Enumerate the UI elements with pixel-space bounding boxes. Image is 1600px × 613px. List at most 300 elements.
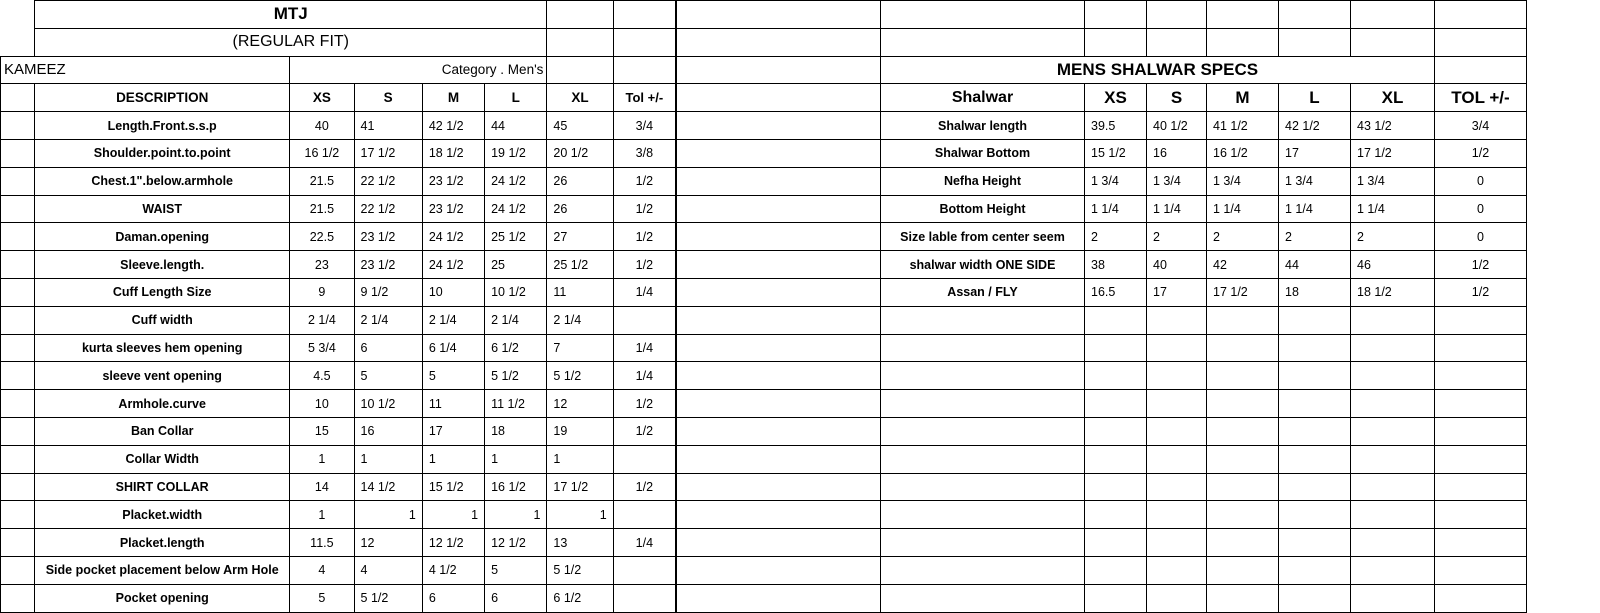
- row-value-xl: 13: [547, 529, 613, 557]
- row-value-xl: 26: [547, 195, 613, 223]
- row-description: Length.Front.s.s.p: [35, 112, 290, 140]
- blank-cell: [1207, 417, 1279, 445]
- row-value-l: 24 1/2: [485, 195, 547, 223]
- row-value-xl: 1 1/4: [1351, 195, 1435, 223]
- row-value-l: 16 1/2: [485, 473, 547, 501]
- row-value-tol: 1/4: [613, 362, 675, 390]
- blank-cell: [677, 334, 881, 362]
- row-value-xl: 1 3/4: [1351, 167, 1435, 195]
- row-gutter: [677, 251, 881, 279]
- blank-cell: [1435, 501, 1527, 529]
- blank-cell: [1279, 584, 1351, 612]
- row-value-tol: 1/2: [613, 195, 675, 223]
- blank-cell: [1527, 584, 1600, 612]
- shalwar-empty-row: [677, 556, 1600, 584]
- blank-cell: [1435, 28, 1527, 56]
- table-row: [1, 112, 676, 140]
- table-row: [1, 501, 676, 529]
- blank-cell: [881, 1, 1085, 29]
- blank-cell: [1147, 529, 1207, 557]
- blank-cell: [1527, 529, 1600, 557]
- row-description: Cuff Length Size: [35, 278, 290, 306]
- row-value-tol: 3/8: [613, 139, 675, 167]
- row-value-xl: 2 1/4: [547, 306, 613, 334]
- document-title: MTJ: [35, 1, 547, 29]
- shalwar-empty-row: [677, 473, 1600, 501]
- row-value-s: 5 1/2: [354, 584, 422, 612]
- row-value-m: 5: [422, 362, 484, 390]
- row-gutter: [677, 223, 881, 251]
- row-value-l: 19 1/2: [485, 139, 547, 167]
- row-value-xl: 6 1/2: [547, 584, 613, 612]
- blank-cell: [1279, 390, 1351, 418]
- row-gutter: [1, 334, 35, 362]
- row-value-tol: 1/2: [613, 167, 675, 195]
- blank-cell: [881, 501, 1085, 529]
- blank-cell: [1435, 445, 1527, 473]
- table-row: [1, 306, 676, 334]
- row-value-xs: 38: [1085, 251, 1147, 279]
- row-value-tol: 1/2: [613, 251, 675, 279]
- shalwar-empty-row: [677, 334, 1600, 362]
- blank-cell: [1527, 473, 1600, 501]
- table-row: [1, 334, 676, 362]
- row-value-tol: 1/2: [613, 390, 675, 418]
- header-tolerance: Tol +/-: [613, 84, 675, 112]
- row-gutter: [1, 473, 35, 501]
- row-description: Placket.width: [35, 501, 290, 529]
- blank-cell: [1085, 529, 1147, 557]
- blank-cell: [1147, 584, 1207, 612]
- row-value-xs: 14: [290, 473, 354, 501]
- blank-cell: [1279, 556, 1351, 584]
- blank-cell: [881, 584, 1085, 612]
- row-value-s: 5: [354, 362, 422, 390]
- blank-cell: [1527, 56, 1600, 84]
- shalwar-empty-row: [677, 501, 1600, 529]
- row-value-m: 1 1/4: [1207, 195, 1279, 223]
- row-value-tol: 1/2: [1435, 139, 1527, 167]
- row-value-tol: 0: [1435, 167, 1527, 195]
- row-gutter: [677, 278, 881, 306]
- blank-cell: [1207, 445, 1279, 473]
- row-value-tol: 1/2: [613, 473, 675, 501]
- header-xs: XS: [290, 84, 354, 112]
- blank-cell: [1527, 445, 1600, 473]
- row-gutter: [677, 139, 881, 167]
- blank-cell: [1351, 584, 1435, 612]
- blank-cell: [881, 306, 1085, 334]
- garment-category-row: [1, 56, 676, 84]
- blank-cell: [677, 473, 881, 501]
- row-value-s: 14 1/2: [354, 473, 422, 501]
- row-value-l: 1 3/4: [1279, 167, 1351, 195]
- row-value-xs: 4.5: [290, 362, 354, 390]
- row-value-xl: 43 1/2: [1351, 112, 1435, 140]
- subtitle-row-tol-blank: [613, 28, 675, 56]
- blank-cell: [677, 84, 881, 112]
- row-value-m: 17: [422, 417, 484, 445]
- category-row-tol-blank: [613, 56, 675, 84]
- blank-cell: [1351, 1, 1435, 29]
- blank-cell: [1351, 334, 1435, 362]
- header-description: Shalwar: [881, 84, 1085, 112]
- table-row: [1, 445, 676, 473]
- table-row: [677, 223, 1600, 251]
- blank-cell: [1435, 417, 1527, 445]
- row-value-l: 1 1/4: [1279, 195, 1351, 223]
- row-value-xl: 5 1/2: [547, 556, 613, 584]
- subtitle-row: [1, 28, 676, 56]
- header-m: M: [422, 84, 484, 112]
- row-value-s: 4: [354, 556, 422, 584]
- title-row: [1, 1, 676, 29]
- blank-cell: [1085, 390, 1147, 418]
- table-row: [1, 556, 676, 584]
- shalwar-empty-row: [677, 529, 1600, 557]
- row-value-s: 10 1/2: [354, 390, 422, 418]
- row-value-l: 10 1/2: [485, 278, 547, 306]
- row-value-m: 1: [422, 501, 484, 529]
- blank-cell: [1435, 473, 1527, 501]
- shalwar-empty-row: [677, 390, 1600, 418]
- row-value-xl: 17 1/2: [547, 473, 613, 501]
- row-value-s: 40: [1147, 251, 1207, 279]
- row-gutter: [1, 251, 35, 279]
- blank-cell: [677, 529, 881, 557]
- row-value-s: 1: [354, 445, 422, 473]
- blank-cell: [1147, 334, 1207, 362]
- table-row: [1, 417, 676, 445]
- row-value-tol: [613, 556, 675, 584]
- row-value-xl: 2: [1351, 223, 1435, 251]
- blank-cell: [1279, 417, 1351, 445]
- blank-cell: [1435, 334, 1527, 362]
- blank-cell: [1207, 1, 1279, 29]
- blank-cell: [677, 445, 881, 473]
- row-description: Side pocket placement below Arm Hole: [35, 556, 290, 584]
- row-value-s: 2: [1147, 223, 1207, 251]
- row-value-xs: 11.5: [290, 529, 354, 557]
- row-value-m: 42: [1207, 251, 1279, 279]
- blank-cell: [1527, 362, 1600, 390]
- blank-cell: [1351, 306, 1435, 334]
- blank-cell: [1085, 556, 1147, 584]
- blank-cell: [1207, 362, 1279, 390]
- row-value-xs: 15: [290, 417, 354, 445]
- row-value-s: 6: [354, 334, 422, 362]
- row-value-xs: 21.5: [290, 167, 354, 195]
- row-value-m: 16 1/2: [1207, 139, 1279, 167]
- row-value-xs: 40: [290, 112, 354, 140]
- blank-cell: [1147, 445, 1207, 473]
- blank-cell: [1279, 334, 1351, 362]
- blank-cell: [1435, 584, 1527, 612]
- subtitle-row-blank: [547, 28, 613, 56]
- row-value-m: 1 3/4: [1207, 167, 1279, 195]
- blank-cell: [881, 390, 1085, 418]
- row-value-m: 41 1/2: [1207, 112, 1279, 140]
- row-value-s: 17 1/2: [354, 139, 422, 167]
- blank-cell: [677, 584, 881, 612]
- blank-cell: [1207, 529, 1279, 557]
- blank-cell: [1147, 501, 1207, 529]
- row-value-tol: 1/4: [613, 334, 675, 362]
- header-tolerance: TOL +/-: [1435, 84, 1527, 112]
- blank-cell: [1085, 28, 1147, 56]
- blank-cell: [1351, 501, 1435, 529]
- row-gutter: [1, 112, 35, 140]
- row-value-xs: 22.5: [290, 223, 354, 251]
- row-value-xl: 46: [1351, 251, 1435, 279]
- row-value-s: 23 1/2: [354, 223, 422, 251]
- blank-cell: [1351, 390, 1435, 418]
- blank-cell: [1147, 28, 1207, 56]
- blank-cell: [1085, 584, 1147, 612]
- row-value-l: 11 1/2: [485, 390, 547, 418]
- blank-cell: [1527, 84, 1600, 112]
- table-row: [677, 139, 1600, 167]
- blank-cell: [1351, 556, 1435, 584]
- row-description: Nefha Height: [881, 167, 1085, 195]
- row-value-m: 12 1/2: [422, 529, 484, 557]
- row-description: Daman.opening: [35, 223, 290, 251]
- row-value-xl: 18 1/2: [1351, 278, 1435, 306]
- blank-cell: [1207, 556, 1279, 584]
- blank-cell: [677, 28, 881, 56]
- row-value-s: 1 3/4: [1147, 167, 1207, 195]
- blank-cell: [1435, 1, 1527, 29]
- row-value-s: 16: [1147, 139, 1207, 167]
- table-row: [1, 223, 676, 251]
- blank-cell: [1527, 556, 1600, 584]
- row-value-xs: 15 1/2: [1085, 139, 1147, 167]
- row-value-s: 1 1/4: [1147, 195, 1207, 223]
- blank-cell: [1527, 28, 1600, 56]
- row-value-xs: 1 1/4: [1085, 195, 1147, 223]
- row-value-l: 25: [485, 251, 547, 279]
- row-value-s: 40 1/2: [1147, 112, 1207, 140]
- blank-cell: [881, 445, 1085, 473]
- row-description: shalwar width ONE SIDE: [881, 251, 1085, 279]
- header-description: DESCRIPTION: [35, 84, 290, 112]
- row-value-xl: 19: [547, 417, 613, 445]
- row-value-tol: 0: [1435, 195, 1527, 223]
- blank-cell: [1527, 417, 1600, 445]
- row-value-m: 42 1/2: [422, 112, 484, 140]
- row-value-xl: 1: [547, 501, 613, 529]
- row-value-tol: 1/2: [613, 223, 675, 251]
- header-m: M: [1207, 84, 1279, 112]
- table-row: [1, 195, 676, 223]
- blank-cell: [1279, 445, 1351, 473]
- blank-cell: [1351, 473, 1435, 501]
- header-xl: XL: [547, 84, 613, 112]
- blank-cell: [1279, 501, 1351, 529]
- blank-cell: [1527, 139, 1600, 167]
- table-row: [1, 473, 676, 501]
- blank-cell: [677, 56, 881, 84]
- row-gutter: [1, 195, 35, 223]
- row-value-l: 18: [1279, 278, 1351, 306]
- row-value-s: 1: [354, 501, 422, 529]
- row-value-l: 17: [1279, 139, 1351, 167]
- row-value-tol: 0: [1435, 223, 1527, 251]
- row-value-xs: 5: [290, 584, 354, 612]
- table-row: [677, 195, 1600, 223]
- row-value-m: 18 1/2: [422, 139, 484, 167]
- row-value-m: 17 1/2: [1207, 278, 1279, 306]
- row-value-l: 44: [1279, 251, 1351, 279]
- row-value-xl: 26: [547, 167, 613, 195]
- row-value-xs: 10: [290, 390, 354, 418]
- row-value-l: 2 1/4: [485, 306, 547, 334]
- blank-cell: [1147, 390, 1207, 418]
- blank-cell: [1351, 445, 1435, 473]
- blank-cell: [1085, 1, 1147, 29]
- table-row: [1, 167, 676, 195]
- table-row: [677, 112, 1600, 140]
- shalwar-spec-table: [676, 0, 1600, 613]
- row-value-l: 44: [485, 112, 547, 140]
- blank-cell: [1351, 362, 1435, 390]
- row-value-l: 6 1/2: [485, 334, 547, 362]
- row-gutter: [1, 556, 35, 584]
- header-xl: XL: [1351, 84, 1435, 112]
- row-value-xl: 1: [547, 445, 613, 473]
- blank-cell: [881, 473, 1085, 501]
- row-value-tol: 3/4: [1435, 112, 1527, 140]
- category-label: Category . Men's: [290, 56, 547, 84]
- row-value-xl: 45: [547, 112, 613, 140]
- row-value-m: 24 1/2: [422, 251, 484, 279]
- table-row: [1, 390, 676, 418]
- blank-cell: [881, 556, 1085, 584]
- row-description: Collar Width: [35, 445, 290, 473]
- row-value-s: 23 1/2: [354, 251, 422, 279]
- row-value-xs: 1: [290, 445, 354, 473]
- row-gutter: [1, 362, 35, 390]
- row-value-l: 2: [1279, 223, 1351, 251]
- header-s: S: [354, 84, 422, 112]
- row-description: Placket.length: [35, 529, 290, 557]
- row-value-m: 2: [1207, 223, 1279, 251]
- blank-cell: [1085, 334, 1147, 362]
- row-gutter: [677, 167, 881, 195]
- row-description: Assan / FLY: [881, 278, 1085, 306]
- row-description: SHIRT COLLAR: [35, 473, 290, 501]
- row-gutter: [677, 112, 881, 140]
- kameez-header-row: [1, 84, 676, 112]
- row-value-tol: [613, 445, 675, 473]
- row-value-xs: 4: [290, 556, 354, 584]
- table-row: [1, 584, 676, 612]
- blank-cell: [1527, 1, 1600, 29]
- blank-cell: [1279, 362, 1351, 390]
- row-value-s: 22 1/2: [354, 167, 422, 195]
- row-value-xl: 12: [547, 390, 613, 418]
- blank-cell: [1527, 167, 1600, 195]
- blank-cell: [1085, 306, 1147, 334]
- header-blank-cell: [1, 84, 35, 112]
- row-value-xs: 16 1/2: [290, 139, 354, 167]
- row-value-tol: 1/4: [613, 529, 675, 557]
- blank-cell: [677, 362, 881, 390]
- row-value-xl: 11: [547, 278, 613, 306]
- row-description: Armhole.curve: [35, 390, 290, 418]
- blank-cell: [1351, 417, 1435, 445]
- blank-cell: [1279, 1, 1351, 29]
- blank-cell: [1147, 417, 1207, 445]
- table-row: [1, 278, 676, 306]
- blank-cell: [1435, 56, 1527, 84]
- row-description: WAIST: [35, 195, 290, 223]
- blank-cell: [1207, 306, 1279, 334]
- shalwar-empty-row: [677, 362, 1600, 390]
- blank-cell: [1085, 445, 1147, 473]
- row-value-l: 24 1/2: [485, 167, 547, 195]
- row-gutter: [1, 417, 35, 445]
- row-value-xs: 9: [290, 278, 354, 306]
- garment-label: KAMEEZ: [1, 56, 290, 84]
- blank-cell: [1147, 556, 1207, 584]
- table-row: [1, 251, 676, 279]
- table-row: [677, 251, 1600, 279]
- blank-cell: [1207, 390, 1279, 418]
- row-description: Sleeve.length.: [35, 251, 290, 279]
- row-gutter: [1, 139, 35, 167]
- row-gutter: [1, 529, 35, 557]
- row-gutter: [1, 223, 35, 251]
- row-gutter: [1, 278, 35, 306]
- blank-cell: [1527, 195, 1600, 223]
- row-value-s: 41: [354, 112, 422, 140]
- shalwar-blank-row: [677, 1, 1600, 29]
- header-l: L: [1279, 84, 1351, 112]
- row-value-xl: 17 1/2: [1351, 139, 1435, 167]
- shalwar-title-row: [677, 56, 1600, 84]
- row-value-s: 22 1/2: [354, 195, 422, 223]
- row-value-xs: 23: [290, 251, 354, 279]
- row-gutter: [1, 306, 35, 334]
- blank-cell: [1147, 473, 1207, 501]
- row-value-m: 10: [422, 278, 484, 306]
- title-row-tol-blank: [613, 1, 675, 29]
- blank-cell: [1435, 529, 1527, 557]
- row-value-xs: 21.5: [290, 195, 354, 223]
- row-value-xl: 25 1/2: [547, 251, 613, 279]
- row-value-l: 42 1/2: [1279, 112, 1351, 140]
- shalwar-empty-row: [677, 417, 1600, 445]
- row-value-xl: 20 1/2: [547, 139, 613, 167]
- row-description: kurta sleeves hem opening: [35, 334, 290, 362]
- blank-cell: [1435, 306, 1527, 334]
- row-value-l: 5 1/2: [485, 362, 547, 390]
- row-value-l: 6: [485, 584, 547, 612]
- row-value-tol: 1/2: [1435, 278, 1527, 306]
- row-description: Size lable from center seem: [881, 223, 1085, 251]
- blank-cell: [677, 306, 881, 334]
- row-value-m: 15 1/2: [422, 473, 484, 501]
- row-gutter: [1, 167, 35, 195]
- blank-cell: [1527, 390, 1600, 418]
- blank-cell: [1207, 334, 1279, 362]
- row-value-tol: 3/4: [613, 112, 675, 140]
- blank-cell: [1207, 501, 1279, 529]
- row-description: sleeve vent opening: [35, 362, 290, 390]
- row-value-xl: 27: [547, 223, 613, 251]
- row-description: Pocket opening: [35, 584, 290, 612]
